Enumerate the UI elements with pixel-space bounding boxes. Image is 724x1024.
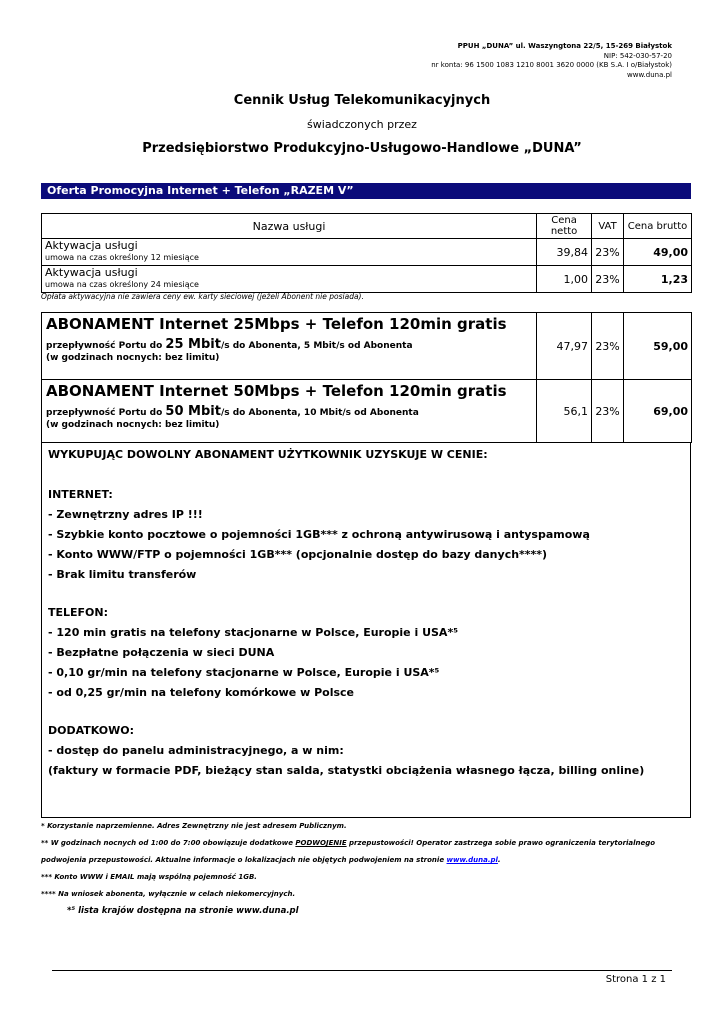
table-row [42,239,692,266]
features-box [41,442,691,818]
plan-net: 47,97 [537,313,592,380]
fee-gross: 1,23 [624,266,692,293]
page-title: Cennik Usług Telekomunikacyjnych [233,93,491,108]
feature-item: - Bezpłatne połączenia w sieci DUNA [48,646,275,659]
features-intro: WYKUPUJĄC DOWOLNY ABONAMENT UŻYTKOWNIK UZYSKUJE W CENIE: [48,448,488,461]
plan-gross: 69,00 [624,380,692,443]
company-header [431,42,672,80]
fees-table [41,213,692,293]
duna-link[interactable]: www.duna.pl [446,856,498,864]
company-account: nr konta: 96 1500 1083 1210 8001 3620 0000 (KB S.A. I o/Białystok) [431,61,672,69]
fee-name-cell [42,266,537,293]
plan-net: 56,1 [537,380,592,443]
footnote-1: * Korzystanie naprzemienne. Adres Zewnętrzny nie jest adresem Publicznym. [41,822,347,830]
feature-item: - dostęp do panelu administracyjnego, a w nim: [48,744,344,757]
company-name: Przedsiębiorstwo Produkcyjno-Usługowo-Handlowe „DUNA” [142,141,582,156]
fees-header-row [42,214,692,239]
footnote-emphasis: PODWOJENIE [295,839,347,847]
feature-item: - od 0,25 gr/min na telefony komórkowe w Polsce [48,686,355,699]
header-name: Nazwa usługi [42,214,537,239]
feature-item: - Szybkie konto pocztowe o pojemności 1GB*** z ochroną antywirusową i antyspamową [48,528,590,541]
fee-detail: umowa na czas określony 24 miesiące [45,280,199,289]
table-row [42,266,692,293]
feature-item: - 120 min gratis na telefony stacjonarne w Polsce, Europie i USA*⁵ [48,626,459,639]
header-vat: VAT [592,214,624,239]
plan-description [42,380,537,443]
footnote-2-cont: podwojenia przepustowości. Aktualne informacje o lokalizacjach nie objętych podwojeniem na stronie www.duna.pl. [41,856,501,864]
internet-heading: INTERNET: [48,488,113,501]
plan-title: ABONAMENT Internet 25Mbps + Telefon 120min gratis [46,315,507,333]
company-nip: NIP: 542-030-57-20 [603,51,672,60]
footnote-2: ** W godzinach nocnych od 1:00 do 7:00 obowiązuje dodatkowe PODWOJENIE przepustowości! Operator zastrzega sobie prawo ograniczenia terytorialnego [41,839,656,847]
footer-divider [52,970,672,971]
page-number: Strona 1 z 1 [605,974,666,985]
phone-heading: TELEFON: [48,606,109,619]
plan-gross: 59,00 [624,313,692,380]
promo-title-bar: Oferta Promocyjna Internet + Telefon „RAZEM V” [41,183,691,199]
plan-night: (w godzinach nocnych: bez limitu) [46,353,220,363]
footnote-4: **** Na wniosek abonenta, wyłącznie w celach niekomercyjnych. [41,890,296,898]
feature-item: - Konto WWW/FTP o pojemności 1GB*** (opcjonalnie dostęp do bazy danych****) [48,548,548,561]
header-net: Cena netto [537,214,592,239]
fee-vat: 23% [592,239,624,266]
plan-night: (w godzinach nocnych: bez limitu) [46,420,220,430]
plan-row [42,313,692,380]
fee-vat: 23% [592,266,624,293]
plan-speed: przepływność Portu do 50 Mbit/s do Abonenta, 10 Mbit/s od Abonenta [46,404,419,419]
feature-item: - 0,10 gr/min na telefony stacjonarne w Polsce, Europie i USA*⁵ [48,666,440,679]
fee-name: Aktywacja usługi [45,266,138,279]
plan-speed-value: 25 Mbit [165,337,221,352]
feature-item: - Zewnętrzny adres IP !!! [48,508,203,521]
company-address: PPUH „DUNA” ul. Waszyngtona 22/5, 15-269 Białystok [457,42,672,50]
footnote-3: *** Konto WWW i EMAIL mają wspólną pojemność 1GB. [41,873,257,881]
plan-speed: przepływność Portu do 25 Mbit/s do Abonenta, 5 Mbit/s od Abonenta [46,337,413,352]
fees-note: Opłata aktywacyjna nie zawiera ceny ew. karty sieciowej (jeżeli Abonent nie posiada). [41,292,364,301]
feature-item: (faktury w formacie PDF, bieżący stan salda, statystki obciążenia własnego łącza, billing online) [48,764,645,777]
feature-item: - Brak limitu transferów [48,568,197,581]
fee-net: 1,00 [537,266,592,293]
footnotes [41,818,655,920]
fee-detail: umowa na czas określony 12 miesiące [45,253,199,262]
plan-vat: 23% [592,313,624,380]
company-website: www.duna.pl [627,70,672,79]
fee-net: 39,84 [537,239,592,266]
extra-heading: DODATKOWO: [48,724,135,737]
plan-title: ABONAMENT Internet 50Mbps + Telefon 120min gratis [46,382,507,400]
plan-description [42,313,537,380]
plan-row [42,380,692,443]
plans-table [41,312,692,443]
fee-name: Aktywacja usługi [45,239,138,252]
footnote-5: *⁵ lista krajów dostępna na stronie www.duna.pl [67,906,299,916]
plan-vat: 23% [592,380,624,443]
provided-by: świadczonych przez [307,118,417,131]
header-gross: Cena brutto [624,214,692,239]
fee-gross: 49,00 [624,239,692,266]
plan-speed-value: 50 Mbit [165,404,221,419]
fee-name-cell [42,239,537,266]
